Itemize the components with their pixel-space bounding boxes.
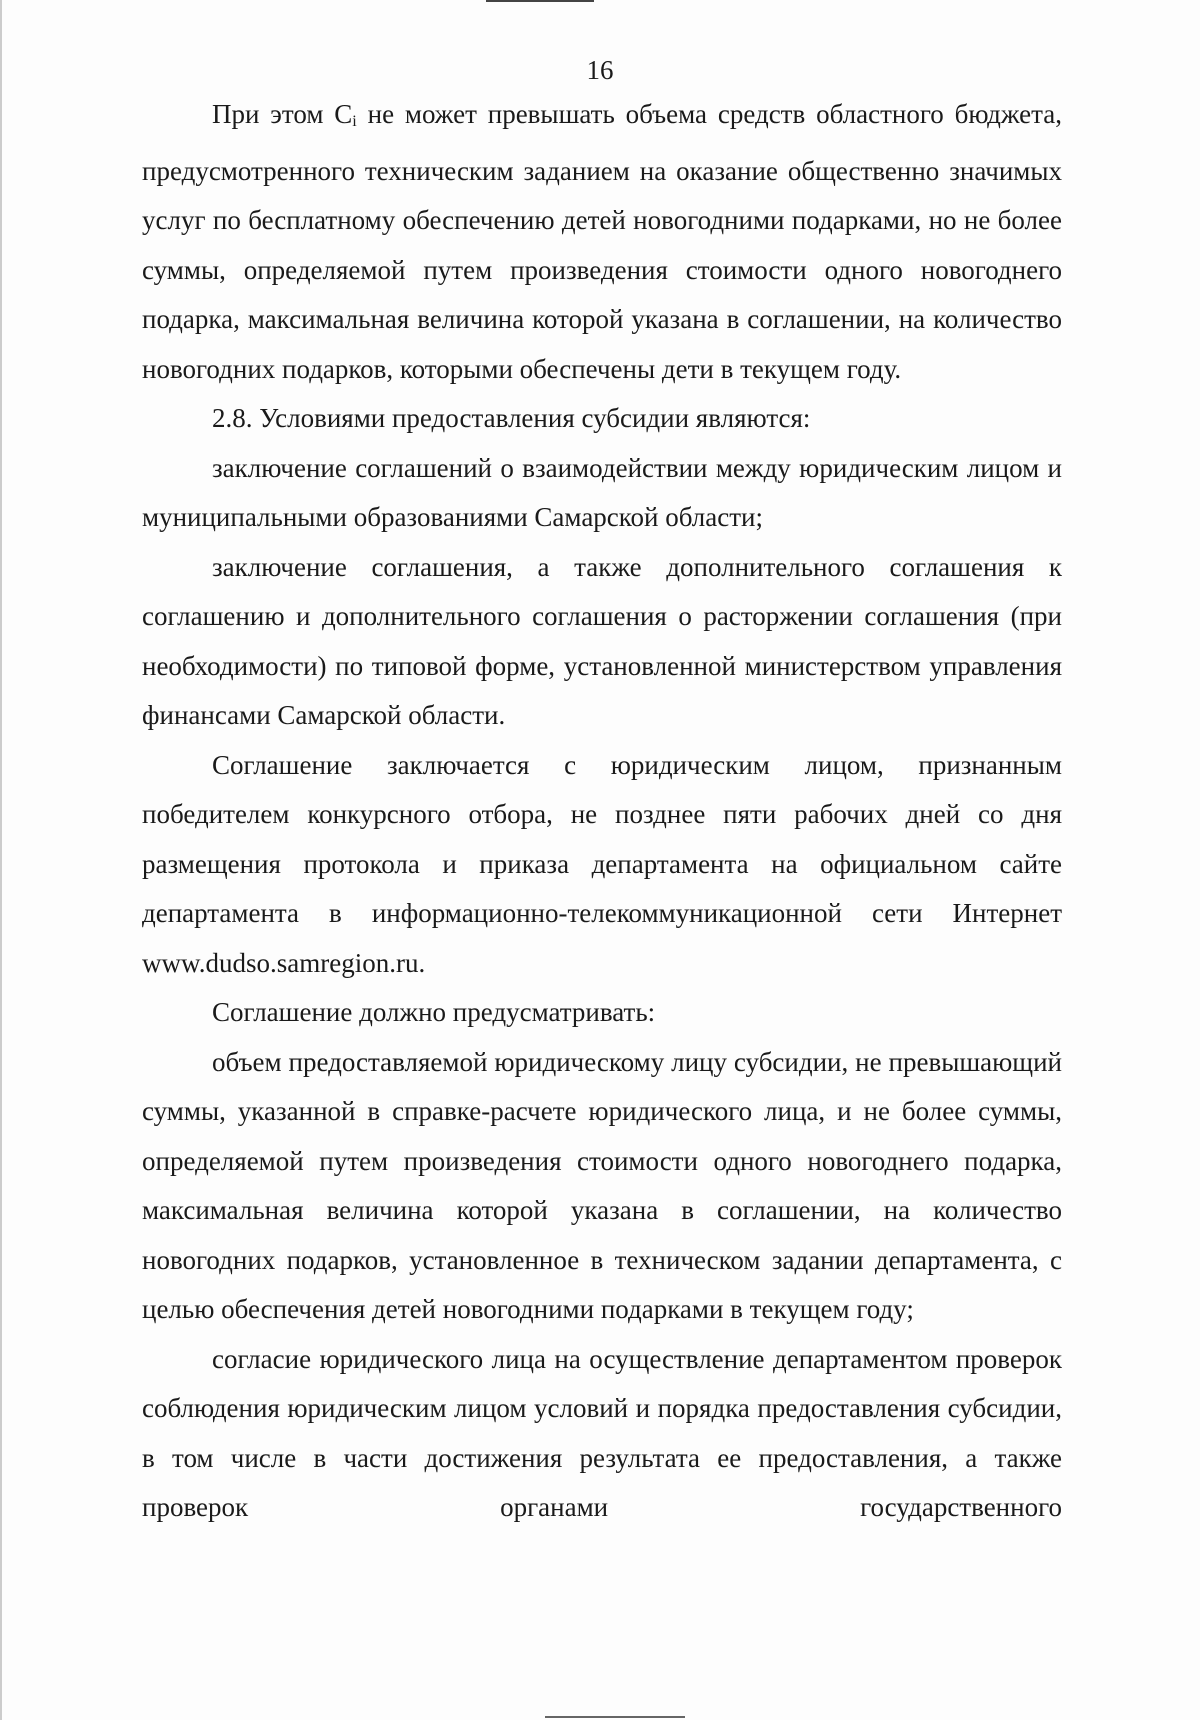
scan-bottom-rule — [545, 1716, 685, 1718]
scan-left-edge — [0, 0, 2, 1720]
paragraph-6: Соглашение должно предусматривать: — [212, 997, 656, 1028]
paragraph-1-rest: не может превышать объема средств областного бюджета, предусмотренного техническим заданием на оказание общественно значимых услуг по бесплатному обеспечению детей новогодними подарками, но не более суммы, определяемой путем произведения стоимости одного новогоднего подарка, максимальная величина которой указана в соглашении, на количество новогодних подарков, которыми обеспечены дети в текущем году. — [142, 99, 1063, 384]
paragraph-3: заключение соглашений о взаимодействии между юридическим лицом и муниципальными образованиями Самарской области; — [142, 452, 1062, 533]
subscript-i: i — [352, 112, 357, 131]
paragraph-4: заключение соглашения, а также дополнительного соглашения к соглашению и дополнительного соглашения о расторжении соглашения (при необходимости) по типовой форме, установленной министерством управления финансами Самарской области. — [142, 551, 1062, 731]
page-number: 16 — [586, 55, 614, 85]
paragraph-2: 2.8. Условиями предоставления субсидии являются: — [212, 403, 811, 434]
document-text — [142, 90, 1062, 1533]
paragraph-8: согласие юридического лица на осуществление департаментом проверок соблюдения юридическим лицом условий и порядка предоставления субсидии, в том числе в части достижения результата ее предоставления, а также проверок органами государственного — [142, 1343, 1062, 1523]
paragraph-1-start: При этом C — [212, 99, 353, 129]
paragraph-5: Соглашение заключается с юридическим лицом, признанным победителем конкурсного отбора, не позднее пяти рабочих дней со дня размещения протокола и приказа департамента на официальном сайте департамента в информационно-телекоммуникационной сети Интернет www.dudso.samregion.ru. — [142, 749, 1062, 978]
paragraph-1 — [142, 90, 1062, 394]
paragraph-7: объем предоставляемой юридическому лицу субсидии, не превышающий суммы, указанной в справке-расчете юридического лица, и не более суммы, определяемой путем произведения стоимости одного новогоднего подарка, максимальная величина которой указана в соглашении, на количество новогодних подарков, установленное в техническом задании департамента, с целью обеспечения детей новогодними подарками в текущем году; — [142, 1046, 1062, 1325]
scan-top-rule — [486, 0, 594, 2]
